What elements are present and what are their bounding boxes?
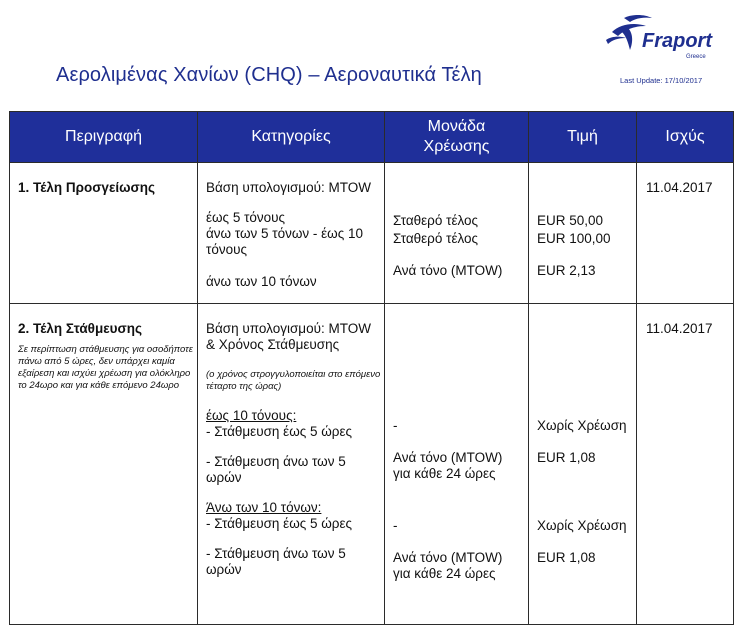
- row1-price-2: EUR 100,00: [537, 231, 611, 246]
- logo-text: Fraport: [642, 30, 712, 52]
- row1-unit-2: Σταθερό τέλος: [393, 231, 479, 246]
- row1-price-cell: [529, 163, 637, 304]
- row2-group1-item-1: - Στάθμευση έως 5 ώρες: [206, 424, 352, 439]
- row2-categories-cell: [198, 304, 385, 625]
- column-header-categories: Κατηγορίες: [198, 112, 385, 163]
- row2-group2-item-1: - Στάθμευση έως 5 ώρες: [206, 516, 352, 531]
- row2-group2-unit-2: Ανά τόνο (MTOW) για κάθε 24 ώρες: [393, 550, 503, 581]
- row2-group1-unit-1: -: [393, 418, 398, 433]
- row2-note: Σε περίπτωση στάθμευσης για οσοδήποτε πάνω από 5 ώρες, δεν υπάρχει καμία εξαίρεση και ισχύει χρέωση για ολόκληρο το 24ωρο και για κάθε επόμενο 24ωρο: [18, 344, 193, 391]
- column-header-description: Περιγραφή: [10, 112, 198, 163]
- row1-category-2: άνω των 5 τόνων - έως 10 τόνους: [206, 226, 363, 257]
- row2-group2-heading: Άνω των 10 τόνων:: [206, 500, 322, 515]
- column-header-unit: [385, 112, 529, 163]
- row1-unit-3: Ανά τόνο (MTOW): [393, 263, 503, 278]
- page-title: Αερολιμένας Χανίων (CHQ) – Αεροναυτικά Τέλη: [56, 64, 482, 86]
- row2-group2-price-1: Χωρίς Χρέωση: [537, 518, 627, 533]
- fees-table: [9, 111, 734, 625]
- row2-group2-item-2: - Στάθμευση άνω των 5 ωρών: [206, 546, 346, 577]
- row2-validity-cell: [637, 304, 734, 625]
- row2-group1-heading: έως 10 τόνους:: [206, 408, 297, 423]
- row2-group2-price-2: EUR 1,08: [537, 550, 596, 565]
- last-update: Last Update: 17/10/2017: [620, 76, 703, 85]
- row2-unit-cell: [385, 304, 529, 625]
- row1-price-1: EUR 50,00: [537, 213, 604, 228]
- table-header-row: [10, 112, 734, 163]
- row1-unit-cell: [385, 163, 529, 304]
- row1-validity-cell: [637, 163, 734, 304]
- row1-price-3: EUR 2,13: [537, 263, 596, 278]
- row2-basis: Βάση υπολογισμού: MTOW & Χρόνος Στάθμευσης: [206, 321, 371, 352]
- row2-group1-price-1: Χωρίς Χρέωση: [537, 418, 627, 433]
- row1-basis: Βάση υπολογισμού: MTOW: [206, 180, 371, 195]
- fraport-logo: [602, 10, 722, 70]
- row2-basis-note: (ο χρόνος στρογγυλοποιείται στο επόμενο τέταρτο της ώρας): [206, 369, 381, 392]
- row2-group2-unit-1: -: [393, 518, 398, 533]
- row1-description-cell: [10, 163, 198, 304]
- column-header-unit-text: Μονάδα Χρέωσης: [423, 118, 490, 155]
- row2-price-cell: [529, 304, 637, 625]
- table-row: [10, 304, 734, 625]
- row1-unit-1: Σταθερό τέλος: [393, 213, 479, 228]
- row2-group1-item-2: - Στάθμευση άνω των 5 ωρών: [206, 454, 346, 485]
- row1-description: 1. Τέλη Προσγείωσης: [18, 180, 156, 195]
- row2-group1-price-2: EUR 1,08: [537, 450, 596, 465]
- row2-description: 2. Τέλη Στάθμευσης: [18, 321, 142, 336]
- table-row: [10, 163, 734, 304]
- row2-description-cell: [10, 304, 198, 625]
- column-header-validity: Ισχύς: [637, 112, 734, 163]
- row1-validity: 11.04.2017: [646, 180, 713, 195]
- row2-group1-unit-2: Ανά τόνο (MTOW) για κάθε 24 ώρες: [393, 450, 503, 481]
- logo-subtext: Greece: [686, 54, 706, 60]
- row1-category-1: έως 5 τόνους: [206, 210, 286, 225]
- row1-categories-cell: [198, 163, 385, 304]
- row2-validity: 11.04.2017: [646, 321, 713, 336]
- row1-category-3: άνω των 10 τόνων: [206, 274, 317, 289]
- column-header-price: Τιμή: [529, 112, 637, 163]
